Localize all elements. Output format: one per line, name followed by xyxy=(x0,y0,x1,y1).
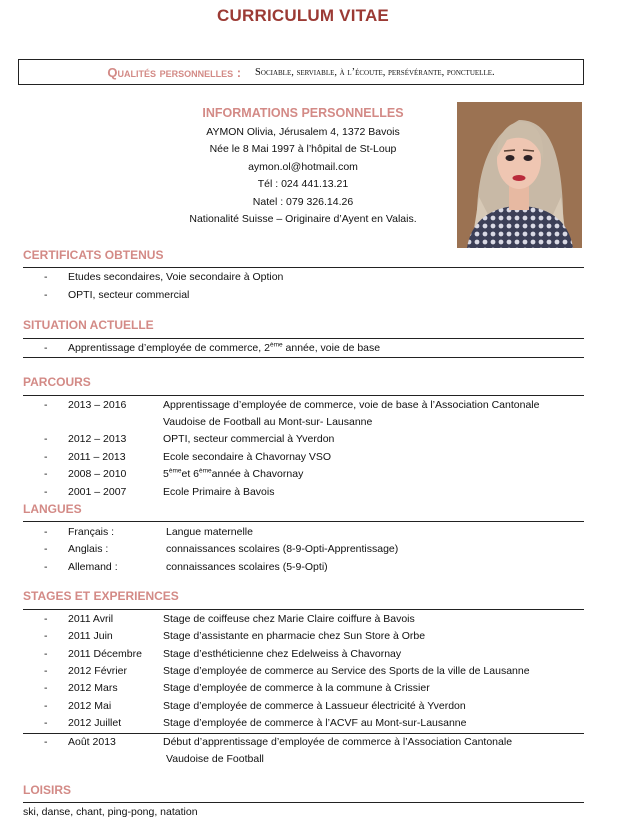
parcours-date: 2012 – 2013 xyxy=(68,433,127,445)
stage-text: Stage d’employée de commerce à Lassueur électricité à Yverdon xyxy=(163,700,466,712)
langue-level: Langue maternelle xyxy=(166,526,253,538)
section-rule xyxy=(23,357,584,358)
bullet: - xyxy=(44,486,48,498)
bullet: - xyxy=(44,271,48,283)
section-title-situation: SITUATION ACTUELLE xyxy=(23,318,154,332)
stage-text: Stage d’employée de commerce à l’ACVF au Mont-sur-Lausanne xyxy=(163,717,467,729)
info-nationality: Nationalité Suisse – Originaire d’Ayent en Valais. xyxy=(189,213,417,226)
section-title-parcours: PARCOURS xyxy=(23,375,91,389)
profile-photo xyxy=(457,102,582,248)
section-rule xyxy=(23,521,584,522)
bullet: - xyxy=(44,342,48,354)
section-rule xyxy=(23,267,584,268)
loisirs-text: ski, danse, chant, ping-pong, natation xyxy=(23,806,198,818)
stage-date: Août 2013 xyxy=(68,736,116,748)
parcours-text-continued: Vaudoise de Football au Mont-sur- Lausanne xyxy=(163,416,373,428)
bullet: - xyxy=(44,682,48,694)
langue-level: connaissances scolaires (8-9-Opti-Apprentissage) xyxy=(166,543,399,555)
bullet: - xyxy=(44,717,48,729)
stage-date: 2012 Juillet xyxy=(68,717,122,729)
qualites-value: Sociable, serviable, à l’écoute, persévérante, ponctuelle. xyxy=(255,66,495,78)
bullet: - xyxy=(44,736,48,748)
parcours-text: 5èmeet 6èmeannée à Chavornay xyxy=(163,467,304,480)
info-address: AYMON Olivia, Jérusalem 4, 1372 Bavois xyxy=(206,126,400,138)
stage-text: Stage d’assistante en pharmacie chez Sun Store à Orbe xyxy=(163,630,426,642)
bullet: - xyxy=(44,451,48,463)
info-phone: Tél : 024 441.13.21 xyxy=(257,178,349,191)
personal-info-heading: INFORMATIONS PERSONNELLES xyxy=(202,106,404,120)
qualites-box xyxy=(18,59,584,85)
stage-text: Stage d’employée de commerce au Service des Sports de la ville de Lausanne xyxy=(163,665,530,677)
section-rule xyxy=(23,338,584,339)
stage-date: 2011 Avril xyxy=(68,613,114,625)
section-title-langues: LANGUES xyxy=(23,502,82,516)
bullet: - xyxy=(44,468,48,480)
section-rule xyxy=(23,733,584,734)
bullet: - xyxy=(44,665,48,677)
parcours-date: 2008 – 2010 xyxy=(68,468,127,480)
certificat-item: Etudes secondaires, Voie secondaire à Option xyxy=(68,271,284,283)
bullet: - xyxy=(44,543,48,555)
stage-text: Début d’apprentissage d’employée de commerce à l’Association Cantonale xyxy=(163,736,513,748)
parcours-date: 2013 – 2016 xyxy=(68,399,127,411)
bullet: - xyxy=(44,630,48,642)
bullet: - xyxy=(44,561,48,573)
bullet: - xyxy=(44,399,48,411)
parcours-text: Ecole Primaire à Bavois xyxy=(163,486,275,498)
bullet: - xyxy=(44,700,48,712)
bullet: - xyxy=(44,648,48,660)
langue-name: Allemand : xyxy=(68,561,118,573)
langue-level: connaissances scolaires (5-9-Opti) xyxy=(166,561,328,573)
stage-date: 2011 Juin xyxy=(68,630,113,642)
langue-name: Français : xyxy=(68,526,115,538)
section-title-certificats: CERTIFICATS OBTENUS xyxy=(23,248,164,262)
stage-text: Stage de coiffeuse chez Marie Claire coiffure à Bavois xyxy=(163,613,415,625)
personal-info xyxy=(168,104,438,228)
situation-text: Apprentissage d’employée de commerce, 2ème année, voie de base xyxy=(68,341,381,354)
certificat-item: OPTI, secteur commercial xyxy=(68,289,190,301)
stage-date: 2011 Décembre xyxy=(68,648,142,660)
info-email: aymon.ol@hotmail.com xyxy=(248,160,358,173)
qualites-label: Qualités personnelles : xyxy=(107,64,242,80)
portrait-image xyxy=(457,102,582,248)
parcours-text: Apprentissage d’employée de commerce, voie de base à l’Association Cantonale xyxy=(163,399,540,411)
parcours-date: 2001 – 2007 xyxy=(68,486,127,498)
section-title-stages: STAGES ET EXPERIENCES xyxy=(23,589,179,603)
stage-text-continued: Vaudoise de Football xyxy=(166,753,264,765)
stage-date: 2012 Mai xyxy=(68,700,112,712)
stage-text: Stage d’esthéticienne chez Edelweiss à Chavornay xyxy=(163,648,402,660)
document-title: CURRICULUM VITAE xyxy=(217,6,389,25)
stage-text: Stage d’employée de commerce à la commune à Crissier xyxy=(163,682,430,694)
bullet: - xyxy=(44,289,48,301)
langue-name: Anglais : xyxy=(68,543,109,555)
stage-date: 2012 Mars xyxy=(68,682,118,694)
info-mobile: Natel : 079 326.14.26 xyxy=(252,195,354,208)
bullet: - xyxy=(44,526,48,538)
section-rule xyxy=(23,609,584,610)
stage-date: 2012 Février xyxy=(68,665,127,677)
parcours-text: OPTI, secteur commercial à Yverdon xyxy=(163,433,335,445)
info-birth: Née le 8 Mai 1997 à l’hôpital de St-Loup xyxy=(209,143,397,156)
bullet: - xyxy=(44,433,48,445)
bullet: - xyxy=(44,613,48,625)
section-rule xyxy=(23,802,584,803)
parcours-date: 2011 – 2013 xyxy=(68,451,126,463)
section-rule xyxy=(23,395,584,396)
parcours-text: Ecole secondaire à Chavornay VSO xyxy=(163,451,332,463)
section-title-loisirs: LOISIRS xyxy=(23,783,72,797)
